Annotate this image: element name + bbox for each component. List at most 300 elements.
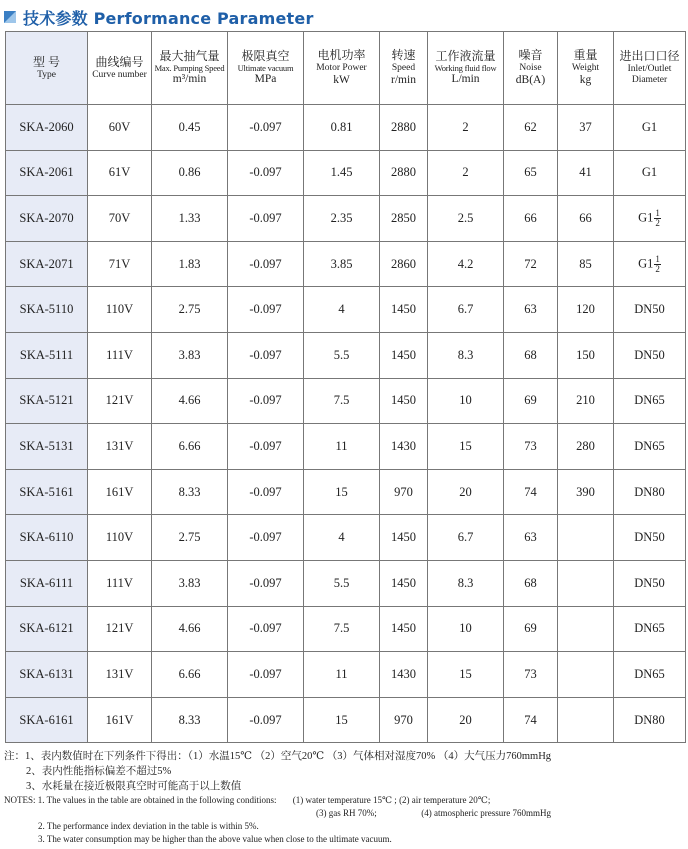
cell-speed (380, 105, 428, 151)
cell-working-fluid-flow (428, 241, 504, 287)
header-cn: 极限真空 (241, 48, 290, 63)
cell-value: 68 (524, 347, 537, 362)
header-cn: 最大抽气量 (159, 48, 220, 63)
cell-value: 63 (524, 530, 537, 545)
cell-value: 2860 (391, 256, 416, 271)
cell-motor-power (304, 424, 380, 470)
note-en-1a: (1) water temperature 15℃ ; (292, 795, 397, 805)
cell-curve-number (88, 606, 152, 652)
cell-type (6, 287, 88, 333)
cell-value: 41 (579, 165, 592, 180)
cell-value: SKA-6111 (19, 575, 74, 590)
cell-value: 110V (105, 302, 134, 317)
cell-value: -0.097 (249, 484, 282, 499)
cell-type (6, 424, 88, 470)
cell-motor-power (304, 150, 380, 196)
cell-value: 62 (524, 119, 537, 134)
header-cn: 曲线编号 (95, 55, 144, 70)
table-row (6, 105, 686, 151)
cell-value: DN80 (634, 484, 665, 499)
cell-value: 0.45 (178, 119, 201, 134)
cell-curve-number (88, 150, 152, 196)
cell-weight (558, 196, 614, 242)
cell-speed (380, 697, 428, 743)
cell-value: 63 (524, 302, 537, 317)
cell-value: 8.33 (178, 712, 201, 727)
cell-value: 161V (105, 484, 134, 499)
cell-value: DN50 (634, 302, 665, 317)
cell-working-fluid-flow (428, 515, 504, 561)
cell-value: 10 (459, 621, 472, 636)
section-header (4, 6, 314, 28)
cell-value: -0.097 (249, 302, 282, 317)
cell-value: 2.5 (457, 210, 474, 225)
cell-value: 120 (576, 302, 595, 317)
cell-inlet-outlet (614, 241, 686, 287)
cell-speed (380, 196, 428, 242)
cell-noise (504, 697, 558, 743)
cell-value: 131V (105, 438, 134, 453)
cell-ultimate-vacuum (228, 332, 304, 378)
cell-inlet-outlet (614, 606, 686, 652)
cell-pumping-speed (152, 606, 228, 652)
fraction-half (654, 209, 661, 228)
cell-value: 121V (105, 393, 134, 408)
cell-value: -0.097 (249, 575, 282, 590)
cell-value: 1.83 (178, 256, 201, 271)
header-en: Inlet/Outlet (627, 63, 672, 74)
cell-value: 69 (524, 393, 537, 408)
fraction-numerator: 1 (655, 207, 660, 218)
cell-value: 1450 (391, 530, 416, 545)
header-en: Speed (391, 62, 416, 73)
header-unit: Diameter (631, 75, 668, 86)
cell-value: 1450 (391, 575, 416, 590)
cell-value: DN65 (634, 438, 665, 453)
cell-value: 110V (105, 530, 134, 545)
notes-section (4, 749, 686, 846)
column-header-working-fluid-flow (428, 32, 504, 105)
cell-value: SKA-5110 (19, 302, 74, 317)
cell-speed (380, 241, 428, 287)
note-en-2: 2. The performance index deviation in the table is within 5%. (38, 821, 259, 831)
cell-value: DN65 (634, 621, 665, 636)
cell-ultimate-vacuum (228, 606, 304, 652)
cell-inlet-outlet (614, 424, 686, 470)
cell-inlet-outlet (614, 378, 686, 424)
cell-value: DN50 (634, 575, 665, 590)
section-marker-icon (4, 11, 16, 23)
cell-value: 2.75 (178, 530, 201, 545)
cell-value: 2 (462, 119, 469, 134)
cell-ultimate-vacuum (228, 287, 304, 333)
cell-motor-power (304, 697, 380, 743)
cell-value: -0.097 (249, 347, 282, 362)
header-cn: 型 号 (32, 55, 60, 70)
cell-ultimate-vacuum (228, 424, 304, 470)
cell-value: 4.66 (178, 621, 201, 636)
cell-weight (558, 105, 614, 151)
cell-value: 1430 (391, 666, 416, 681)
cell-value: 3.83 (178, 347, 201, 362)
cell-value: 1.33 (178, 210, 201, 225)
cell-working-fluid-flow (428, 424, 504, 470)
cell-pumping-speed (152, 652, 228, 698)
note-en-1c: (3) gas RH 70%; (316, 808, 377, 818)
cell-value: 111V (106, 347, 133, 362)
cell-noise (504, 606, 558, 652)
cell-type (6, 196, 88, 242)
cell-motor-power (304, 469, 380, 515)
cell-value: 5.5 (333, 347, 350, 362)
cell-curve-number (88, 332, 152, 378)
cell-inlet-outlet (614, 560, 686, 606)
note-cn-3: 3、水耗量在接近极限真空时可能高于以上数值 (26, 781, 242, 792)
cell-value: DN80 (634, 712, 665, 727)
cell-type (6, 378, 88, 424)
cell-type (6, 332, 88, 378)
cell-value: -0.097 (249, 712, 282, 727)
cell-value: 15 (335, 712, 348, 727)
cell-curve-number (88, 424, 152, 470)
cell-value: 74 (524, 712, 537, 727)
cell-working-fluid-flow (428, 697, 504, 743)
cell-noise (504, 424, 558, 470)
cell-motor-power (304, 606, 380, 652)
note-cn-2: 2、表内性能指标偏差不超过5% (26, 766, 172, 777)
column-header-weight (558, 32, 614, 105)
cell-speed (380, 560, 428, 606)
cell-value: 121V (105, 621, 134, 636)
cell-weight (558, 241, 614, 287)
header-unit: r/min (391, 73, 416, 86)
cell-value: 61V (108, 165, 131, 180)
cell-weight (558, 652, 614, 698)
cell-value: 70V (108, 210, 131, 225)
cell-inlet-outlet (614, 332, 686, 378)
cell-pumping-speed (152, 515, 228, 561)
cell-inlet-outlet (614, 469, 686, 515)
cell-speed (380, 469, 428, 515)
cell-type (6, 652, 88, 698)
cell-motor-power (304, 105, 380, 151)
page-title: 技术参数 Performance Parameter (23, 8, 314, 28)
cell-ultimate-vacuum (228, 196, 304, 242)
cell-value: 4.2 (457, 256, 474, 271)
cell-pumping-speed (152, 150, 228, 196)
cell-value: 1.45 (330, 165, 353, 180)
cell-value: 65 (524, 165, 537, 180)
cell-noise (504, 378, 558, 424)
cell-value: G1 (638, 255, 654, 270)
cell-value: G1 (638, 210, 654, 225)
cell-working-fluid-flow (428, 606, 504, 652)
cell-motor-power (304, 287, 380, 333)
cell-inlet-outlet (614, 105, 686, 151)
cell-value: 1430 (391, 438, 416, 453)
note-en-1 (4, 794, 686, 807)
cell-value: 85 (579, 256, 592, 271)
cell-value: 71V (108, 256, 131, 271)
cell-value: 66 (524, 210, 537, 225)
cell-curve-number (88, 515, 152, 561)
cell-value: 0.81 (330, 119, 353, 134)
cell-motor-power (304, 332, 380, 378)
header-cn: 工作液流量 (435, 48, 496, 63)
cell-curve-number (88, 469, 152, 515)
cell-type (6, 469, 88, 515)
cell-value: 150 (576, 347, 595, 362)
header-cn: 噪音 (518, 48, 543, 63)
column-header-motor-power (304, 32, 380, 105)
cell-value: 0.86 (178, 165, 201, 180)
table-row (6, 560, 686, 606)
cell-value: 15 (459, 666, 472, 681)
table-row (6, 515, 686, 561)
table-body (6, 105, 686, 743)
cell-value: 2880 (391, 165, 416, 180)
table-row (6, 652, 686, 698)
cell-value: 8.3 (457, 347, 474, 362)
cell-type (6, 241, 88, 287)
cell-value: 37 (579, 119, 592, 134)
cell-value: SKA-2071 (19, 256, 74, 271)
cell-working-fluid-flow (428, 378, 504, 424)
cell-value: 6.7 (457, 302, 474, 317)
cell-value: 73 (524, 438, 537, 453)
cell-value: -0.097 (249, 165, 282, 180)
cell-value: 280 (576, 438, 595, 453)
cell-pumping-speed (152, 424, 228, 470)
cell-value: 3.83 (178, 575, 201, 590)
cell-speed (380, 150, 428, 196)
note-en-1d: (4) atmospheric pressure 760mmHg (421, 808, 551, 818)
cell-curve-number (88, 652, 152, 698)
cell-value: DN65 (634, 393, 665, 408)
cell-weight (558, 150, 614, 196)
cell-pumping-speed (152, 697, 228, 743)
cell-value: 6.7 (457, 530, 474, 545)
cell-working-fluid-flow (428, 287, 504, 333)
cell-value: 2850 (391, 210, 416, 225)
header-en: Noise (519, 62, 542, 73)
cell-working-fluid-flow (428, 196, 504, 242)
cell-ultimate-vacuum (228, 105, 304, 151)
cell-working-fluid-flow (428, 560, 504, 606)
header-cn: 电机功率 (317, 48, 366, 63)
column-header-noise (504, 32, 558, 105)
cell-noise (504, 515, 558, 561)
cell-ultimate-vacuum (228, 469, 304, 515)
table-row (6, 606, 686, 652)
cell-value: 970 (394, 712, 413, 727)
cell-noise (504, 287, 558, 333)
cell-weight (558, 287, 614, 333)
cell-inlet-outlet (614, 287, 686, 333)
cell-value: 4 (338, 302, 345, 317)
cell-value: 210 (576, 393, 595, 408)
cell-speed (380, 606, 428, 652)
cell-weight (558, 469, 614, 515)
cell-curve-number (88, 287, 152, 333)
header-unit: dB(A) (515, 73, 546, 86)
cell-value: 161V (105, 712, 134, 727)
cell-pumping-speed (152, 196, 228, 242)
header-unit: m³/min (172, 73, 207, 86)
cell-value: 20 (459, 484, 472, 499)
note-cn-1: 注：1、表内数值时在下列条件下得出：（1）水温15℃ （2）空气20℃ （3）气体相对湿度70% （4）大气压力760mmHg (4, 751, 552, 762)
cell-value: -0.097 (249, 666, 282, 681)
cell-weight (558, 378, 614, 424)
cell-value: 10 (459, 393, 472, 408)
cell-type (6, 105, 88, 151)
cell-value: 7.5 (333, 621, 350, 636)
cell-value: 1450 (391, 347, 416, 362)
cell-ultimate-vacuum (228, 697, 304, 743)
cell-value: SKA-6121 (19, 621, 74, 636)
table-row (6, 196, 686, 242)
cell-value: 970 (394, 484, 413, 499)
cell-ultimate-vacuum (228, 378, 304, 424)
cell-motor-power (304, 378, 380, 424)
cell-ultimate-vacuum (228, 241, 304, 287)
cell-value: 2880 (391, 119, 416, 134)
cell-pumping-speed (152, 241, 228, 287)
cell-pumping-speed (152, 469, 228, 515)
cell-value: -0.097 (249, 438, 282, 453)
cell-value: 2 (462, 165, 469, 180)
header-en: Curve number (92, 69, 147, 80)
cell-value: 73 (524, 666, 537, 681)
cell-value: 4.66 (178, 393, 201, 408)
cell-value: SKA-6131 (19, 666, 74, 681)
cell-noise (504, 560, 558, 606)
cell-value: SKA-6110 (19, 530, 74, 545)
cell-value: SKA-5131 (19, 438, 74, 453)
cell-value: DN50 (634, 530, 665, 545)
cell-inlet-outlet (614, 652, 686, 698)
cell-value: 7.5 (333, 393, 350, 408)
cell-speed (380, 515, 428, 561)
cell-weight (558, 424, 614, 470)
column-header-pumping-speed (152, 32, 228, 105)
header-cn: 进出口口径 (619, 49, 680, 64)
header-en: Weight (571, 62, 600, 73)
cell-noise (504, 332, 558, 378)
header-en: Type (37, 69, 56, 80)
table-row (6, 150, 686, 196)
cell-value: SKA-6161 (19, 712, 74, 727)
cell-value: 15 (459, 438, 472, 453)
cell-value: 74 (524, 484, 537, 499)
cell-curve-number (88, 378, 152, 424)
cell-value: 1450 (391, 621, 416, 636)
table-row (6, 287, 686, 333)
cell-pumping-speed (152, 378, 228, 424)
cell-motor-power (304, 515, 380, 561)
cell-value: G1 (641, 119, 658, 134)
header-unit: L/min (451, 73, 480, 86)
table-row (6, 469, 686, 515)
fraction-numerator: 1 (655, 253, 660, 264)
cell-ultimate-vacuum (228, 150, 304, 196)
cell-noise (504, 196, 558, 242)
cell-type (6, 150, 88, 196)
cell-value: 2.75 (178, 302, 201, 317)
cell-noise (504, 105, 558, 151)
cell-noise (504, 150, 558, 196)
cell-value: 111V (106, 575, 133, 590)
cell-ultimate-vacuum (228, 652, 304, 698)
cell-value: -0.097 (249, 621, 282, 636)
cell-value: SKA-2060 (19, 119, 74, 134)
cell-value: 131V (105, 666, 134, 681)
cell-value: -0.097 (249, 530, 282, 545)
cell-value: 20 (459, 712, 472, 727)
cell-motor-power (304, 241, 380, 287)
column-header-inlet-outlet (614, 32, 686, 105)
cell-curve-number (88, 697, 152, 743)
cell-motor-power (304, 196, 380, 242)
cell-value: 66 (579, 210, 592, 225)
cell-value: 15 (335, 484, 348, 499)
cell-type (6, 515, 88, 561)
cell-inlet-outlet (614, 196, 686, 242)
table-row (6, 378, 686, 424)
column-header-speed (380, 32, 428, 105)
cell-value: G1 (641, 165, 658, 180)
cell-working-fluid-flow (428, 332, 504, 378)
cell-pumping-speed (152, 105, 228, 151)
column-header-ultimate-vacuum (228, 32, 304, 105)
column-header-type (6, 32, 88, 105)
cell-value: SKA-5111 (19, 347, 74, 362)
cell-curve-number (88, 241, 152, 287)
table-header-row (6, 32, 686, 105)
cell-working-fluid-flow (428, 652, 504, 698)
cell-value: DN50 (634, 347, 665, 362)
cell-value: 390 (576, 484, 595, 499)
note-en-1b: (2) air temperature 20℃; (399, 795, 491, 805)
cell-motor-power (304, 560, 380, 606)
cell-value: 5.5 (333, 575, 350, 590)
cell-value: SKA-2061 (19, 165, 74, 180)
header-en: Motor Power (316, 62, 367, 73)
cell-inlet-outlet (614, 515, 686, 561)
cell-speed (380, 652, 428, 698)
note-en-1-lead: NOTES: 1. The values in the table are obtained in the following conditions: (4, 795, 277, 805)
cell-weight (558, 515, 614, 561)
cell-value: 8.33 (178, 484, 201, 499)
header-cn: 转速 (391, 48, 416, 63)
cell-value: SKA-5161 (19, 484, 74, 499)
table-row (6, 241, 686, 287)
cell-weight (558, 697, 614, 743)
performance-table (5, 31, 686, 743)
header-en: Max. Pumping Speed (154, 63, 225, 74)
cell-value: 6.66 (178, 666, 201, 681)
cell-type (6, 697, 88, 743)
header-en: Working fluid flow (434, 63, 497, 74)
cell-value: -0.097 (249, 210, 282, 225)
cell-pumping-speed (152, 332, 228, 378)
column-header-curve-number (88, 32, 152, 105)
cell-curve-number (88, 105, 152, 151)
cell-value: 72 (524, 256, 537, 271)
cell-value: 68 (524, 575, 537, 590)
cell-value: 1450 (391, 393, 416, 408)
header-cn: 重量 (573, 48, 598, 63)
